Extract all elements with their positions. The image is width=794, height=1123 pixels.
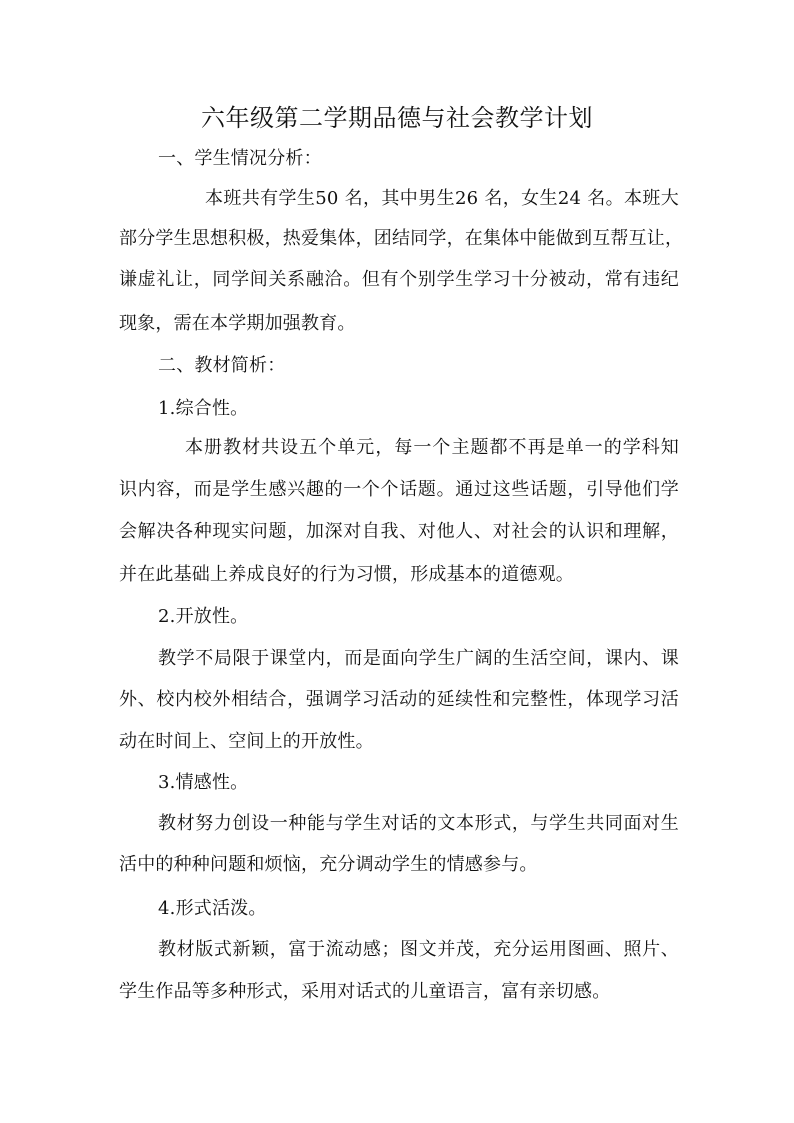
paragraph-line: 外、校内校外相结合，强调学习活动的延续性和完整性，体现学习活 [119,689,679,710]
paragraph-line: 谦虚礼让，同学间关系融洽。但有个别学生学习十分被动，常有违纪 [119,269,679,290]
paragraph-line: 动在时间上、空间上的开放性。 [119,731,374,752]
section-heading-student-analysis: 一、学生情况分析： [158,148,322,169]
paragraph-line: 教学不局限于课堂内，而是面向学生广阔的生活空间，课内、课 [158,648,679,669]
subheading-lively-form: 4.形式活泼。 [158,898,267,919]
paragraph-line: 部分学生思想积极，热爱集体，团结同学，在集体中能做到互帮互让， [119,228,684,249]
subheading-openness: 2.开放性。 [158,606,249,627]
subheading-comprehensive: 1.综合性。 [158,398,249,419]
document-title: 六年级第二学期品德与社会教学计划 [201,104,593,132]
paragraph-line: 教材努力创设一种能与学生对话的文本形式，与学生共同面对生 [158,813,679,834]
paragraph-line: 学生作品等多种形式，采用对话式的儿童语言，富有亲切感。 [119,981,611,1002]
paragraph-line: 本册教材共设五个单元，每一个主题都不再是单一的学科知 [185,437,679,458]
paragraph-line: 活中的种种问题和烦恼，充分调动学生的情感参与。 [119,854,538,875]
paragraph-line: 现象，需在本学期加强教育。 [119,313,356,334]
section-heading-textbook-analysis: 二、教材简析： [158,355,286,376]
paragraph-line: 并在此基础上养成良好的行为习惯，形成基本的道德观。 [119,564,574,585]
paragraph-line: 教材版式新颖，富于流动感；图文并茂，充分运用图画、照片、 [158,939,679,960]
paragraph-line: 本班共有学生50 名，其中男生26 名，女生24 名。本班大 [205,188,679,209]
paragraph-line: 会解决各种现实问题，加深对自我、对他人、对社会的认识和理解， [119,521,679,542]
subheading-emotional: 3.情感性。 [158,772,249,793]
paragraph-line: 识内容，而是学生感兴趣的一个个话题。通过这些话题，引导他们学 [119,479,679,500]
